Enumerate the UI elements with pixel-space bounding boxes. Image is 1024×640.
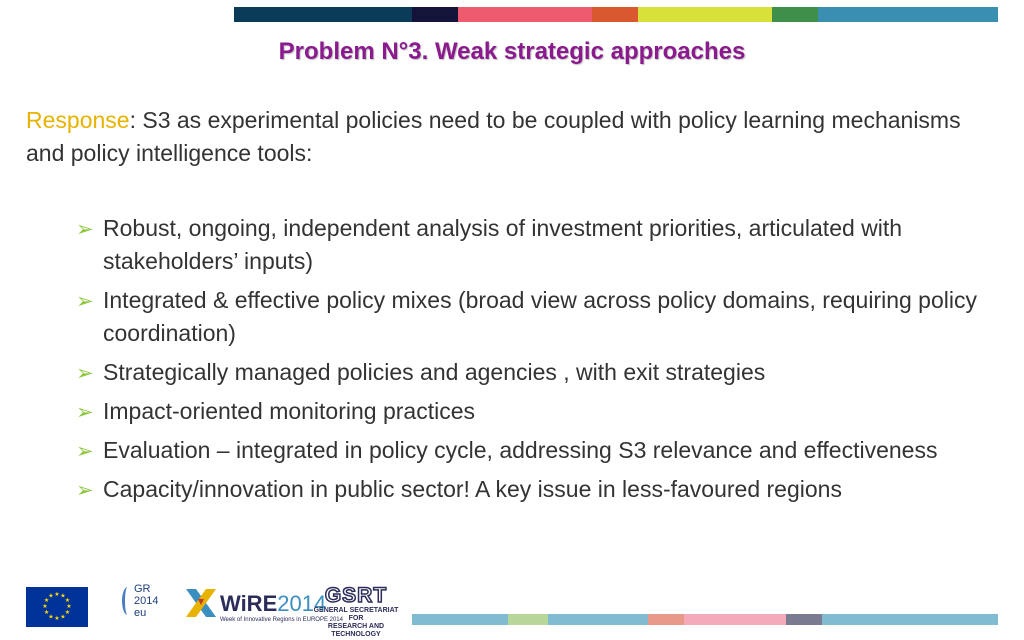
svg-text:★: ★	[54, 591, 60, 598]
top-bar-segment	[772, 7, 818, 22]
svg-text:★: ★	[42, 603, 48, 610]
bullet-item	[76, 356, 1006, 389]
svg-text:★: ★	[43, 609, 50, 616]
eu-stars-icon	[26, 587, 88, 627]
svg-text:★: ★	[66, 603, 72, 610]
swoosh-icon	[122, 587, 133, 615]
bottom-bar-segment	[822, 614, 998, 625]
bottom-bar-segment	[508, 614, 548, 625]
footer-logos	[26, 583, 406, 638]
arrow-bullet-icon: ➢	[76, 478, 94, 502]
arrow-bullet-icon: ➢	[76, 361, 94, 385]
arrow-bullet-icon: ➢	[76, 400, 94, 424]
bullet-text: Capacity/innovation in public sector! A key issue in less-favoured regions	[103, 476, 842, 502]
top-bar-segment	[818, 7, 998, 22]
response-paragraph	[26, 104, 986, 170]
bottom-bar-segment	[648, 614, 684, 625]
svg-text:★: ★	[60, 592, 66, 600]
top-bar-segment	[638, 7, 772, 22]
svg-text:★: ★	[64, 597, 71, 604]
arrow-bullet-icon: ➢	[76, 217, 94, 241]
response-text: : S3 as experimental policies need to be coupled with policy learning mechanisms and policy intelligence tools:	[26, 107, 961, 166]
eu-flag-logo	[26, 587, 88, 627]
svg-text:★: ★	[60, 613, 66, 621]
arrow-bullet-icon: ➢	[76, 289, 94, 313]
top-bar-segment	[592, 7, 638, 22]
bullet-item	[76, 473, 1006, 506]
bullet-item	[76, 395, 1006, 428]
bullet-text: Robust, ongoing, independent analysis of investment priorities, articulated with stakeholders’ inputs)	[103, 215, 903, 274]
gsrt-logo: GSRT GENERAL SECRETARIAT FOR RESEARCH AND TECHNOLOGY	[313, 584, 399, 638]
gr-presidency-logo: GR 2014 eu	[122, 583, 177, 629]
bullet-list	[76, 212, 1006, 512]
top-bar-segment	[458, 7, 592, 22]
svg-text:★: ★	[43, 597, 50, 604]
bottom-color-bar	[412, 614, 998, 625]
top-bar-segment	[412, 7, 458, 22]
svg-text:★: ★	[48, 613, 54, 621]
top-bar-segment	[234, 7, 412, 22]
bottom-bar-segment	[548, 614, 648, 625]
wire-x-icon	[184, 587, 218, 619]
bottom-bar-segment	[684, 614, 786, 625]
top-color-bar	[234, 7, 998, 22]
bullet-text: Impact-oriented monitoring practices	[103, 398, 475, 424]
bullet-item	[76, 284, 1006, 350]
svg-text:★: ★	[54, 615, 60, 622]
response-label: Response	[26, 107, 130, 133]
bullet-text: Evaluation – integrated in policy cycle, addressing S3 relevance and effectiveness	[103, 437, 938, 463]
svg-text:★: ★	[64, 609, 71, 616]
bottom-bar-segment	[412, 614, 508, 625]
bullet-item	[76, 212, 1006, 278]
bottom-bar-segment	[786, 614, 822, 625]
wire-2014-logo: WiRE2014 Week of Innovative Regions in EUROPE 2014	[184, 585, 324, 629]
bullet-text: Strategically managed policies and agencies , with exit strategies	[103, 359, 766, 385]
svg-text:★: ★	[48, 592, 54, 600]
arrow-bullet-icon: ➢	[76, 439, 94, 463]
bullet-item	[76, 434, 1006, 467]
slide-title: Problem N°3. Weak strategic approaches	[278, 38, 746, 65]
bullet-text: Integrated & effective policy mixes (broad view across policy domains, requiring policy coordination)	[103, 287, 977, 346]
